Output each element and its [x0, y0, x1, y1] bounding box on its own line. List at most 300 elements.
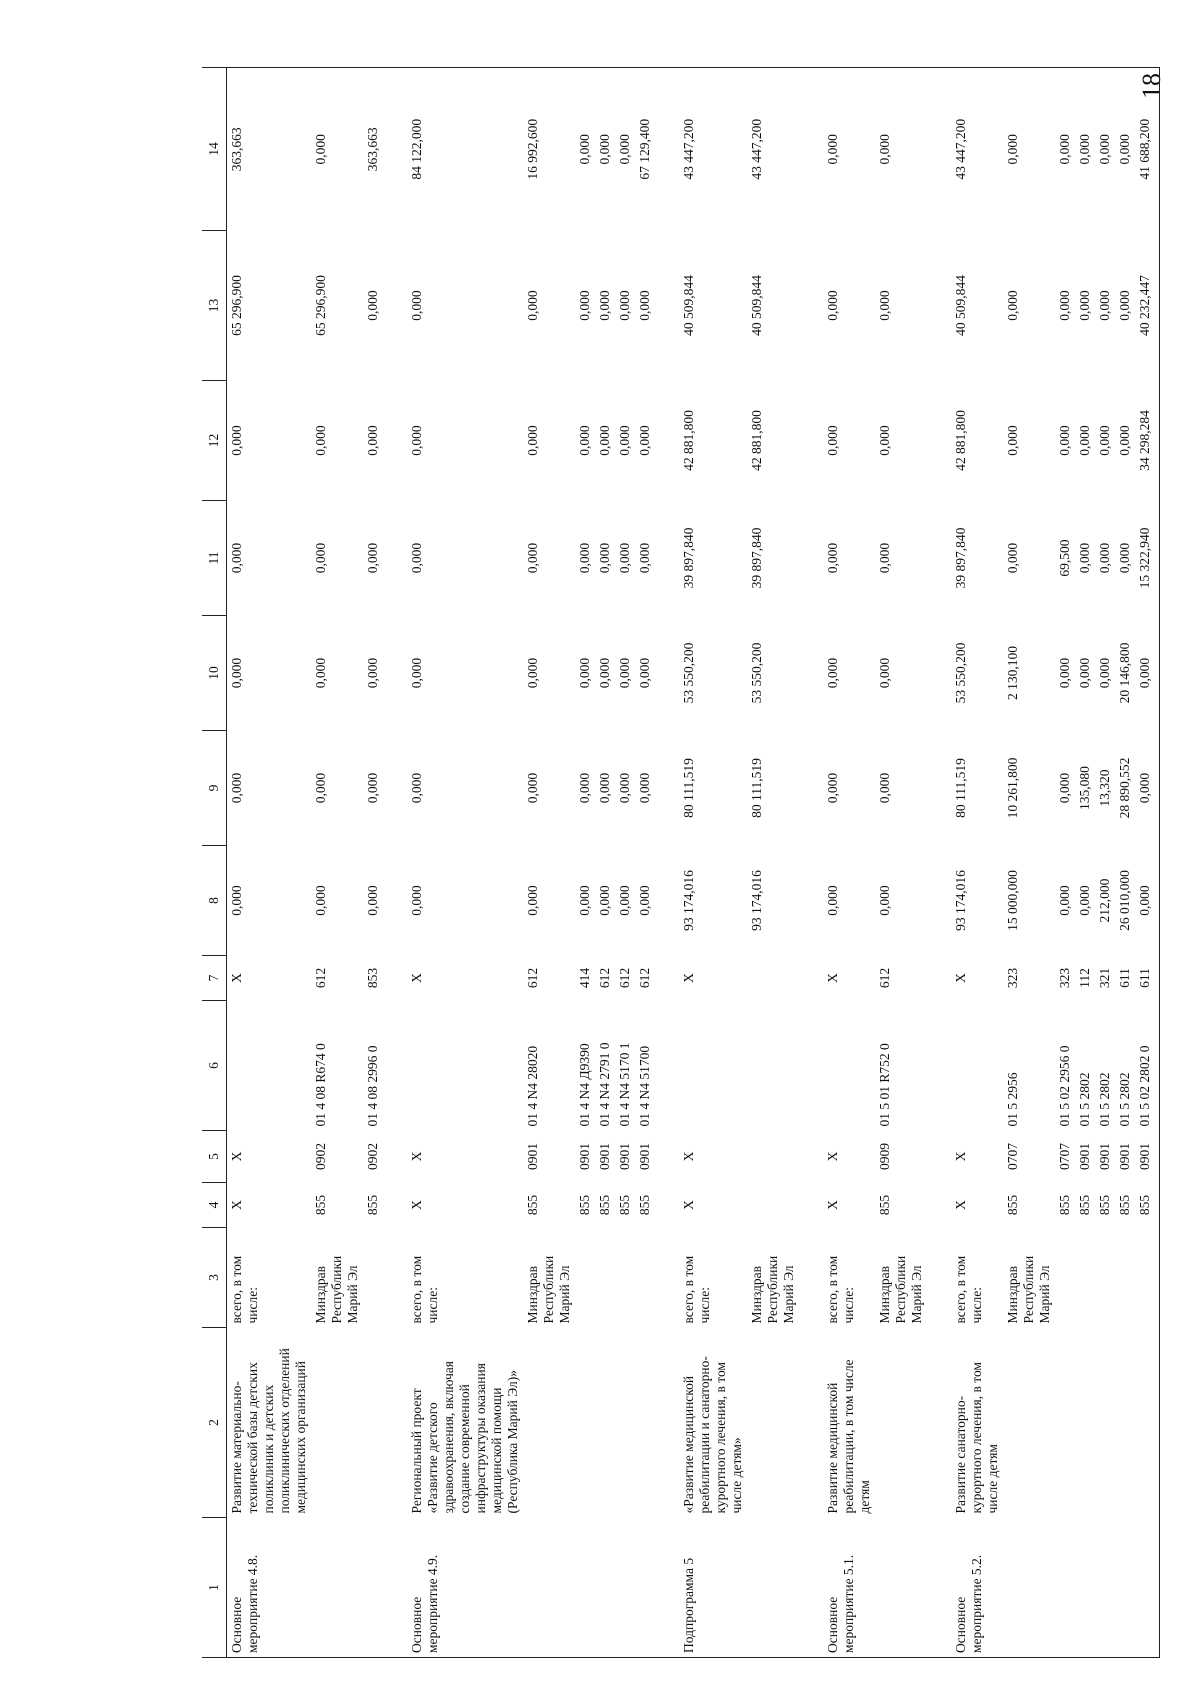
- table-cell-c6: [799, 1001, 875, 1131]
- table-cell-c13: 0,000: [877, 290, 892, 321]
- table-cell-c2: [1075, 1328, 1095, 1518]
- table-cell-c2: Развитие санаторно-курортного лечения, в том числе детям: [953, 1362, 1000, 1514]
- table-cell-c13: 0,000: [1077, 290, 1092, 321]
- table-cell-c4: 855: [1097, 1194, 1112, 1216]
- table-cell-c1: Основное мероприятие 5.2.: [927, 1518, 1003, 1658]
- table-row: [1115, 68, 1135, 1658]
- table-cell-c5: 0909: [877, 1143, 892, 1170]
- table-cell-c12: 0,000: [409, 425, 424, 456]
- table-cell-c14: 67 129,400: [635, 68, 655, 231]
- table-cell-c8: 0,000: [525, 885, 540, 916]
- table-cell-c13: 0,000: [365, 290, 380, 321]
- table-cell-c14: 43 447,200: [927, 68, 1003, 231]
- table-cell-c6: [655, 1001, 747, 1131]
- table-cell-c2: [1115, 1328, 1135, 1518]
- table-cell-c8: 0,000: [1135, 846, 1160, 956]
- table-cell-c1: [1135, 1518, 1160, 1658]
- table-cell-c14: 0,000: [595, 68, 615, 231]
- column-header: 11: [202, 501, 227, 616]
- table-cell-c12: 0,000: [637, 425, 652, 456]
- table-cell-c10: 53 550,200: [749, 642, 764, 704]
- table-cell-c10: 53 550,200: [681, 642, 696, 704]
- table-cell-c2: [875, 1328, 927, 1518]
- table-cell-c3: [363, 1228, 383, 1328]
- table-cell-c5: Х: [953, 1151, 968, 1162]
- table-cell-c13: 40 232,447: [1135, 231, 1160, 381]
- table-cell-c9: 0,000: [229, 772, 244, 804]
- column-header: 1: [202, 1518, 227, 1658]
- table-body: [227, 68, 1160, 1658]
- table-cell-c11: 0,000: [1005, 542, 1020, 574]
- table-cell-c5: Х: [825, 1151, 840, 1162]
- table-cell-c7: 414: [577, 967, 592, 989]
- table-cell-c2: [747, 1328, 799, 1518]
- table-cell-c5: 0901: [617, 1143, 632, 1170]
- table-cell-c3: [1135, 1228, 1160, 1328]
- table-cell-c12: 0,000: [825, 425, 840, 456]
- table-cell-c6: 01 5 2802: [1117, 1072, 1132, 1127]
- table-cell-c11: 0,000: [1117, 542, 1132, 574]
- table-cell-c6: 01 4 N4 Д9390: [577, 1043, 592, 1127]
- table-cell-c5: 0707: [1005, 1143, 1020, 1170]
- table-cell-c4: 855: [1077, 1194, 1092, 1216]
- table-row: [363, 68, 383, 1658]
- table-cell-c5: 0901: [1097, 1143, 1112, 1170]
- table-cell-c6: 01 4 08 R674 0: [313, 1043, 328, 1127]
- table-cell-c8: 26 010,000: [1117, 870, 1132, 931]
- table-row: [311, 68, 363, 1658]
- table-cell-c12: 34 298,284: [1135, 381, 1160, 501]
- table-cell-c14: 43 447,200: [747, 68, 799, 231]
- table-cell-c5: 0902: [313, 1143, 328, 1170]
- rotated-table-wrapper: [202, 68, 1152, 1658]
- table-cell-c11: 0,000: [877, 542, 892, 574]
- table-cell-c3: [1115, 1228, 1135, 1328]
- table-cell-c13: 0,000: [597, 290, 612, 321]
- table-cell-c9: 0,000: [1135, 731, 1160, 846]
- table-cell-c3: Минздрав Республики Марий Эл: [1005, 1255, 1052, 1324]
- table-cell-c12: 42 881,800: [953, 410, 968, 471]
- table-cell-c9: 0,000: [313, 772, 328, 804]
- table-cell-c3: Минздрав Республики Марий Эл: [877, 1255, 924, 1324]
- table-cell-c7: 611: [1135, 956, 1160, 1001]
- table-cell-c10: 0,000: [1097, 657, 1112, 689]
- table-cell-c7: 612: [617, 967, 632, 989]
- table-cell-c6: [747, 1001, 799, 1131]
- table-row: [1075, 68, 1095, 1658]
- table-cell-c13: 0,000: [617, 290, 632, 321]
- table-cell-c8: 93 174,016: [681, 870, 696, 931]
- table-cell-c11: 0,000: [1097, 542, 1112, 574]
- table-row: [1055, 68, 1075, 1658]
- table-cell-c11: 0,000: [229, 542, 244, 574]
- table-cell-c9: 0,000: [1057, 772, 1072, 804]
- table-cell-c7: 112: [1077, 968, 1092, 988]
- table-cell-c9: 0,000: [577, 772, 592, 804]
- table-cell-c5: 0901: [637, 1143, 652, 1170]
- table-cell-c5: 0901: [577, 1143, 592, 1170]
- table-cell-c6: 01 5 2802: [1097, 1072, 1112, 1127]
- column-header: 2: [202, 1328, 227, 1518]
- table-cell-c10: 0,000: [637, 657, 652, 689]
- table-cell-c2: [615, 1328, 635, 1518]
- table-cell-c1: [1003, 1518, 1055, 1658]
- table-cell-c6: [227, 1001, 312, 1131]
- table-cell-c8: 15 000,000: [1005, 870, 1020, 931]
- table-cell-c2: [1095, 1328, 1115, 1518]
- table-cell-c7: 323: [1005, 967, 1020, 989]
- table-cell-c10: 0,000: [229, 657, 244, 689]
- table-cell-c5: [747, 1131, 799, 1183]
- table-cell-c8: 0,000: [1077, 885, 1092, 916]
- table-cell-c4: 855: [525, 1194, 540, 1216]
- table-cell-c14: 363,663: [363, 68, 383, 231]
- column-header: 14: [202, 68, 227, 231]
- table-cell-c5: Х: [409, 1151, 424, 1162]
- table-cell-c5: 0901: [1117, 1143, 1132, 1170]
- column-header: 10: [202, 616, 227, 731]
- table-cell-c2: [1003, 1328, 1055, 1518]
- table-row: [747, 68, 799, 1658]
- table-cell-c11: 15 322,940: [1135, 501, 1160, 616]
- table-cell-c14: 0,000: [799, 68, 875, 231]
- table-cell-c10: 0,000: [617, 657, 632, 689]
- table-cell-c11: 0,000: [617, 542, 632, 574]
- table-cell-c2: Региональный проект «Развитие детского здравоохранения, включая создание современной инфраструктуры оказания медицинской помощи (Республика Марий Эл)»: [409, 1361, 520, 1514]
- column-header: 3: [202, 1228, 227, 1328]
- table-cell-c2: [575, 1328, 595, 1518]
- table-cell-c10: 0,000: [877, 657, 892, 689]
- table-cell-c2: [1055, 1328, 1075, 1518]
- table-cell-c4: 855: [313, 1194, 328, 1216]
- table-cell-c8: 93 174,016: [749, 870, 764, 931]
- table-cell-c7: 612: [877, 967, 892, 989]
- table-cell-c8: 0,000: [825, 885, 840, 916]
- table-cell-c6: 01 5 01 R752 0: [877, 1043, 892, 1127]
- table-cell-c12: 0,000: [313, 425, 328, 456]
- table-cell-c14: 43 447,200: [655, 68, 747, 231]
- page-number: 18: [1137, 73, 1166, 99]
- table-cell-c3: Минздрав Республики Марий Эл: [525, 1255, 572, 1324]
- table-cell-c12: 0,000: [1077, 425, 1092, 456]
- table-row: [1095, 68, 1115, 1658]
- table-cell-c14: 0,000: [615, 68, 635, 231]
- table-cell-c10: 0,000: [1135, 616, 1160, 731]
- table-cell-c14: 0,000: [875, 68, 927, 231]
- table-cell-c5: 0901: [1135, 1131, 1160, 1183]
- table-cell-c8: 0,000: [877, 885, 892, 916]
- table-cell-c2: [595, 1328, 615, 1518]
- table-cell-c4: 855: [577, 1194, 592, 1216]
- table-cell-c9: 80 111,519: [749, 758, 764, 818]
- table-cell-c10: 0,000: [577, 657, 592, 689]
- table-cell-c12: 0,000: [597, 425, 612, 456]
- table-cell-c1: [747, 1518, 799, 1658]
- table-cell-c13: 0,000: [525, 290, 540, 321]
- table-cell-c9: 0,000: [637, 772, 652, 804]
- table-cell-c7: 612: [637, 967, 652, 989]
- table-cell-c3: всего, в том числе:: [409, 1255, 440, 1324]
- table-cell-c7: 853: [365, 967, 380, 989]
- table-cell-c11: 0,000: [313, 542, 328, 574]
- table-cell-c10: 20 146,800: [1117, 642, 1132, 704]
- table-cell-c13: 65 296,900: [313, 275, 328, 336]
- table-cell-c1: Основное мероприятие 4.9.: [383, 1518, 523, 1658]
- table-cell-c10: 0,000: [825, 657, 840, 689]
- table-cell-c9: 0,000: [525, 772, 540, 804]
- table-cell-c2: Развитие материально-технической базы детских поликлиник и детских поликлинических отделений медицинских организаций: [229, 1348, 308, 1514]
- table-cell-c9: 80 111,519: [953, 758, 968, 818]
- table-cell-c9: 28 890,552: [1117, 757, 1132, 819]
- column-header: 13: [202, 231, 227, 381]
- budget-table: [202, 67, 1160, 1658]
- table-cell-c3: Минздрав Республики Марий Эл: [313, 1255, 360, 1324]
- table-cell-c4: 855: [1135, 1183, 1160, 1228]
- table-cell-c1: Основное мероприятие 4.8.: [227, 1518, 312, 1658]
- table-cell-c8: 0,000: [1057, 885, 1072, 916]
- table-cell-c14: 41 688,200: [1135, 68, 1160, 231]
- table-cell-c12: 42 881,800: [681, 410, 696, 471]
- table-cell-c9: 80 111,519: [681, 758, 696, 818]
- table-cell-c7: 323: [1057, 967, 1072, 989]
- table-cell-c11: 0,000: [525, 542, 540, 574]
- table-cell-c6: 01 4 N4 51700: [637, 1045, 652, 1127]
- table-cell-c14: 84 122,000: [383, 68, 523, 231]
- table-cell-c14: 0,000: [1055, 68, 1075, 231]
- table-cell-c7: Х: [229, 973, 244, 983]
- table-cell-c2: [635, 1328, 655, 1518]
- table-cell-c7: [747, 956, 799, 1001]
- table-cell-c12: 0,000: [577, 425, 592, 456]
- table-cell-c13: 0,000: [1097, 290, 1112, 321]
- table-cell-c1: Основное мероприятие 5.1.: [799, 1518, 875, 1658]
- table-cell-c8: 0,000: [597, 885, 612, 916]
- table-cell-c7: 611: [1117, 968, 1132, 988]
- table-cell-c14: 0,000: [1003, 68, 1055, 231]
- table-cell-c9: 0,000: [825, 772, 840, 804]
- table-cell-c5: 0901: [1077, 1143, 1092, 1170]
- table-cell-c2: [523, 1328, 575, 1518]
- table-cell-c9: 13,320: [1097, 769, 1112, 807]
- table-cell-c3: [615, 1228, 635, 1328]
- table-cell-c10: 53 550,200: [953, 642, 968, 704]
- table-cell-c5: 0901: [525, 1143, 540, 1170]
- table-cell-c4: Х: [953, 1200, 968, 1210]
- table-cell-c12: 0,000: [365, 425, 380, 456]
- table-cell-c3: всего, в том числе:: [953, 1255, 984, 1324]
- column-header: 4: [202, 1183, 227, 1228]
- column-header: 5: [202, 1131, 227, 1183]
- table-cell-c6: 01 4 N4 28020: [525, 1045, 540, 1127]
- table-cell-c3: [1055, 1228, 1075, 1328]
- table-cell-c6: [927, 1001, 1003, 1131]
- table-cell-c14: 0,000: [575, 68, 595, 231]
- table-cell-c9: 135,080: [1077, 766, 1092, 810]
- table-row: [523, 68, 575, 1658]
- table-cell-c2: «Развитие медицинской реабилитации и санаторно-курортного лечения, в том числе детям»: [681, 1356, 744, 1514]
- table-cell-c6: [383, 1001, 523, 1131]
- table-cell-c13: 40 509,844: [681, 275, 696, 336]
- table-cell-c12: 0,000: [1097, 425, 1112, 456]
- table-cell-c8: 0,000: [313, 885, 328, 916]
- table-cell-c10: 0,000: [597, 657, 612, 689]
- table-cell-c13: 65 296,900: [229, 275, 244, 336]
- table-cell-c4: Х: [229, 1200, 244, 1210]
- table-cell-c3: всего, в том числе:: [681, 1255, 712, 1324]
- table-cell-c2: [1135, 1328, 1160, 1518]
- table-cell-c6: 01 5 2802: [1077, 1072, 1092, 1127]
- table-cell-c3: [595, 1228, 615, 1328]
- table-cell-c3: Минздрав Республики Марий Эл: [749, 1255, 796, 1324]
- table-cell-c4: Х: [681, 1200, 696, 1210]
- table-cell-c10: 0,000: [525, 657, 540, 689]
- table-cell-c2: [363, 1328, 383, 1518]
- table-cell-c1: [1075, 1518, 1095, 1658]
- table-cell-c6: 01 4 N4 5170 1: [617, 1042, 632, 1127]
- table-cell-c7: 612: [597, 967, 612, 989]
- table-cell-c13: 40 509,844: [749, 275, 764, 336]
- table-cell-c12: 0,000: [229, 425, 244, 456]
- table-cell-c3: [575, 1228, 595, 1328]
- table-cell-c9: 0,000: [409, 772, 424, 804]
- table-cell-c3: всего, в том числе:: [229, 1255, 260, 1324]
- table-cell-c13: 0,000: [1057, 290, 1072, 321]
- column-header: 7: [202, 956, 227, 1001]
- table-cell-c1: [575, 1518, 595, 1658]
- table-cell-c10: 0,000: [1057, 657, 1072, 689]
- table-cell-c13: 0,000: [825, 290, 840, 321]
- table-cell-c5: 0707: [1057, 1143, 1072, 1170]
- table-cell-c11: 0,000: [1077, 542, 1092, 574]
- table-cell-c1: [635, 1518, 655, 1658]
- table-cell-c11: 0,000: [365, 542, 380, 574]
- table-cell-c11: 0,000: [577, 542, 592, 574]
- table-row: [1003, 68, 1055, 1658]
- table-row: [575, 68, 595, 1658]
- table-cell-c11: 0,000: [637, 542, 652, 574]
- table-cell-c7: Х: [681, 973, 696, 983]
- table-cell-c1: [1095, 1518, 1115, 1658]
- table-cell-c6: 01 4 N4 2791 0: [597, 1042, 612, 1127]
- table-cell-c11: 39 897,840: [681, 527, 696, 589]
- table-cell-c9: 0,000: [877, 772, 892, 804]
- table-cell-c1: [311, 1518, 363, 1658]
- table-cell-c4: Х: [409, 1200, 424, 1210]
- table-cell-c12: 0,000: [1057, 425, 1072, 456]
- table-cell-c1: [523, 1518, 575, 1658]
- table-cell-c4: 855: [365, 1194, 380, 1216]
- table-cell-c7: 321: [1097, 967, 1112, 989]
- table-cell-c12: 0,000: [1005, 425, 1020, 456]
- table-cell-c14: 0,000: [311, 68, 363, 231]
- table-cell-c5: 0902: [365, 1143, 380, 1170]
- table-cell-c8: 212,000: [1097, 878, 1112, 923]
- table-cell-c6: 01 4 08 2996 0: [365, 1045, 380, 1127]
- table-cell-c5: 0901: [597, 1143, 612, 1170]
- table-cell-c1: [1055, 1518, 1075, 1658]
- table-cell-c8: 93 174,016: [953, 870, 968, 931]
- table-row: [1135, 68, 1160, 1658]
- table-cell-c8: 0,000: [637, 885, 652, 916]
- table-cell-c6: 01 5 02 2956 0: [1057, 1045, 1072, 1127]
- table-cell-c11: 0,000: [825, 542, 840, 574]
- table-cell-c7: Х: [953, 973, 968, 983]
- table-cell-c5: Х: [229, 1151, 244, 1162]
- table-cell-c4: 855: [1057, 1194, 1072, 1216]
- table-row: [635, 68, 655, 1658]
- table-cell-c4: Х: [825, 1200, 840, 1210]
- table-row: [927, 68, 1003, 1658]
- table-cell-c8: 0,000: [577, 885, 592, 916]
- table-cell-c6: 01 5 2956: [1005, 1072, 1020, 1127]
- table-cell-c10: 0,000: [365, 657, 380, 689]
- table-cell-c1: [363, 1518, 383, 1658]
- table-cell-c4: 855: [1117, 1194, 1132, 1216]
- table-row: [799, 68, 875, 1658]
- table-cell-c11: 0,000: [409, 542, 424, 574]
- column-header: 6: [202, 1001, 227, 1131]
- table-cell-c5: Х: [681, 1151, 696, 1162]
- table-cell-c9: 0,000: [617, 772, 632, 804]
- table-cell-c12: 0,000: [1117, 425, 1132, 456]
- table-cell-c4: 855: [617, 1194, 632, 1216]
- table-cell-c7: 612: [313, 967, 328, 989]
- table-cell-c11: 0,000: [597, 542, 612, 574]
- table-cell-c11: 39 897,840: [749, 527, 764, 589]
- table-cell-c4: 855: [1005, 1194, 1020, 1216]
- table-cell-c13: 40 509,844: [953, 275, 968, 336]
- table-cell-c14: 16 992,600: [523, 68, 575, 231]
- table-cell-c2: [311, 1328, 363, 1518]
- table-cell-c7: Х: [409, 973, 424, 983]
- table-cell-c9: 10 261,800: [1005, 757, 1020, 819]
- table-cell-c11: 39 897,840: [953, 527, 968, 589]
- table-cell-c12: 0,000: [617, 425, 632, 456]
- table-cell-c13: 0,000: [637, 290, 652, 321]
- table-cell-c3: [635, 1228, 655, 1328]
- table-cell-c7: 612: [525, 967, 540, 989]
- table-cell-c10: 0,000: [1077, 657, 1092, 689]
- table-cell-c13: 0,000: [577, 290, 592, 321]
- table-cell-c4: 855: [877, 1194, 892, 1216]
- table-cell-c10: 0,000: [409, 657, 424, 689]
- table-cell-c3: всего, в том числе:: [825, 1255, 856, 1324]
- table-cell-c2: Развитие медицинской реабилитации, в том числе детям: [825, 1359, 872, 1514]
- table-cell-c8: 0,000: [229, 885, 244, 916]
- table-cell-c13: 0,000: [1005, 290, 1020, 321]
- table-cell-c7: Х: [825, 973, 840, 983]
- table-cell-c13: 0,000: [409, 290, 424, 321]
- table-cell-c14: 0,000: [1095, 68, 1115, 231]
- table-row: [227, 68, 312, 1658]
- column-header: 12: [202, 381, 227, 501]
- table-cell-c10: 2 130,100: [1005, 646, 1020, 700]
- table-cell-c8: 0,000: [365, 885, 380, 916]
- table-cell-c4: [747, 1183, 799, 1228]
- table-cell-c9: 0,000: [597, 772, 612, 804]
- table-cell-c10: 0,000: [313, 657, 328, 689]
- table-row: [655, 68, 747, 1658]
- table-cell-c4: 855: [637, 1194, 652, 1216]
- table-cell-c14: 363,663: [227, 68, 312, 231]
- table-row: [875, 68, 927, 1658]
- table-cell-c14: 0,000: [1115, 68, 1135, 231]
- table-cell-c8: 0,000: [617, 885, 632, 916]
- table-cell-c1: [875, 1518, 927, 1658]
- table-cell-c1: [615, 1518, 635, 1658]
- table-cell-c12: 0,000: [525, 425, 540, 456]
- table-cell-c3: [1095, 1228, 1115, 1328]
